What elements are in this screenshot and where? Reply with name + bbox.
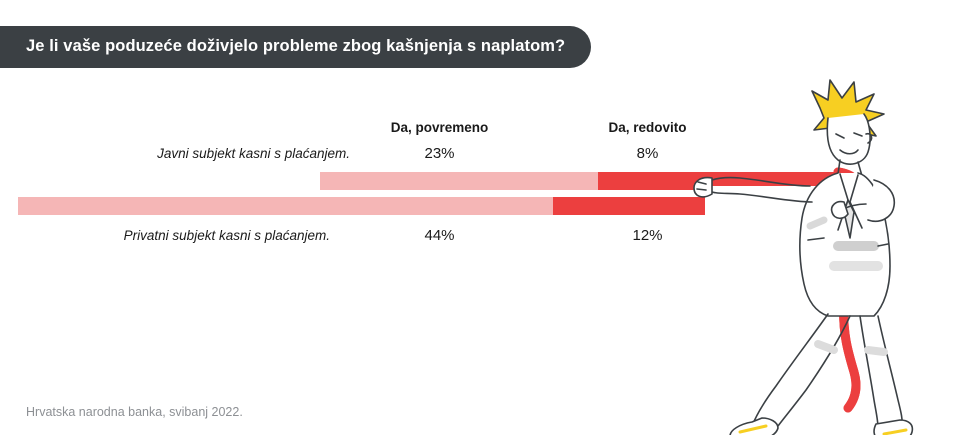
bar-segment-javni-povremeno bbox=[320, 172, 598, 190]
illustration-person-pulling-ribbon bbox=[688, 60, 955, 435]
source-note: Hrvatska narodna banka, svibanj 2022. bbox=[26, 405, 243, 419]
row-label-javni-subjekt: Javni subjekt kasni s plaćanjem. bbox=[157, 146, 350, 161]
value-javni-redovito: 8% bbox=[636, 145, 659, 162]
value-privatni-redovito: 12% bbox=[632, 227, 663, 244]
value-privatni-povremeno: 44% bbox=[424, 227, 455, 244]
bar-segment-privatni-redovito bbox=[553, 197, 705, 215]
column-header-povremeno: Da, povremeno bbox=[390, 120, 489, 135]
column-header-redovito: Da, redovito bbox=[608, 120, 687, 135]
bar-javni-subjekt bbox=[320, 172, 705, 190]
row-label-privatni-subjekt: Privatni subjekt kasni s plaćanjem. bbox=[123, 228, 330, 243]
page-title: Je li vaše poduzeće doživjelo probleme zbog kašnjenja s naplatom? bbox=[0, 26, 591, 68]
bar-segment-privatni-povremeno bbox=[18, 197, 553, 215]
bar-privatni-subjekt bbox=[18, 197, 705, 215]
value-javni-povremeno: 23% bbox=[424, 145, 455, 162]
